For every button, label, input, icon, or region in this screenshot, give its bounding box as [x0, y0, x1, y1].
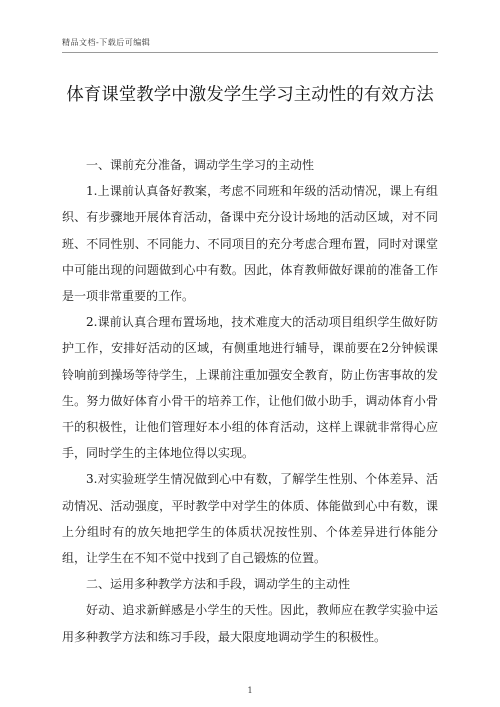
- section-heading-1: 一、课前充分准备，调动学生学习的主动性: [86, 158, 315, 172]
- section-heading-2: 二、运用多种教学方法和手段，调动学生的主动性: [86, 577, 351, 592]
- page-number: 1: [247, 686, 253, 695]
- paragraph: 好动、追求新鲜感是小学生的天性。因此，教师应在教学实验中运用多种教学方法和练习手段，最大限度地调动学生的积极性。: [62, 603, 438, 644]
- paragraph: 3.对实验班学生情况做到心中有数，了解学生性别、个体差异、活动情况、活动强度，平时教学中对学生的体质、体能做到心中有数，课上分组时有的放矢地把学生的体质状况按性别、个体差异进行体能分组，让学生在不知不觉中找到了自己锻炼的位置。: [62, 472, 438, 566]
- document-body: [62, 152, 438, 650]
- header-divider: [62, 52, 438, 53]
- paragraph: 1.上课前认真备好教案，考虑不同班和年级的活动情况，课上有组织、有步骤地开展体育活动，备课中充分设计场地的活动区域，对不同班、不同性别、不同能力、不同项目的充分考虑合理布置，同时对课堂中可能出现的问题做到心中有数。因此，体育教师做好课前的准备工作是一项非常重要的工作。: [62, 184, 438, 304]
- page-header: 精品文档-下载后可编辑: [62, 38, 151, 47]
- document-title: 体育课堂教学中激发学生学习主动性的有效方法: [66, 85, 434, 105]
- paragraph: 2.课前认真合理布置场地，技术难度大的活动项目组织学生做好防护工作，安排好活动的区域，有侧重地进行辅导，课前要在2分钟候课铃响前到操场等待学生，上课前注重加强安全教育，防止伤害事故的发生。努力做好体育小骨干的培养工作，让他们做小助手，调动体育小骨干的积极性，让他们管理好本小组的体育活动，这样上课就非常得心应手，同时学生的主体地位得以实现。: [62, 315, 438, 461]
